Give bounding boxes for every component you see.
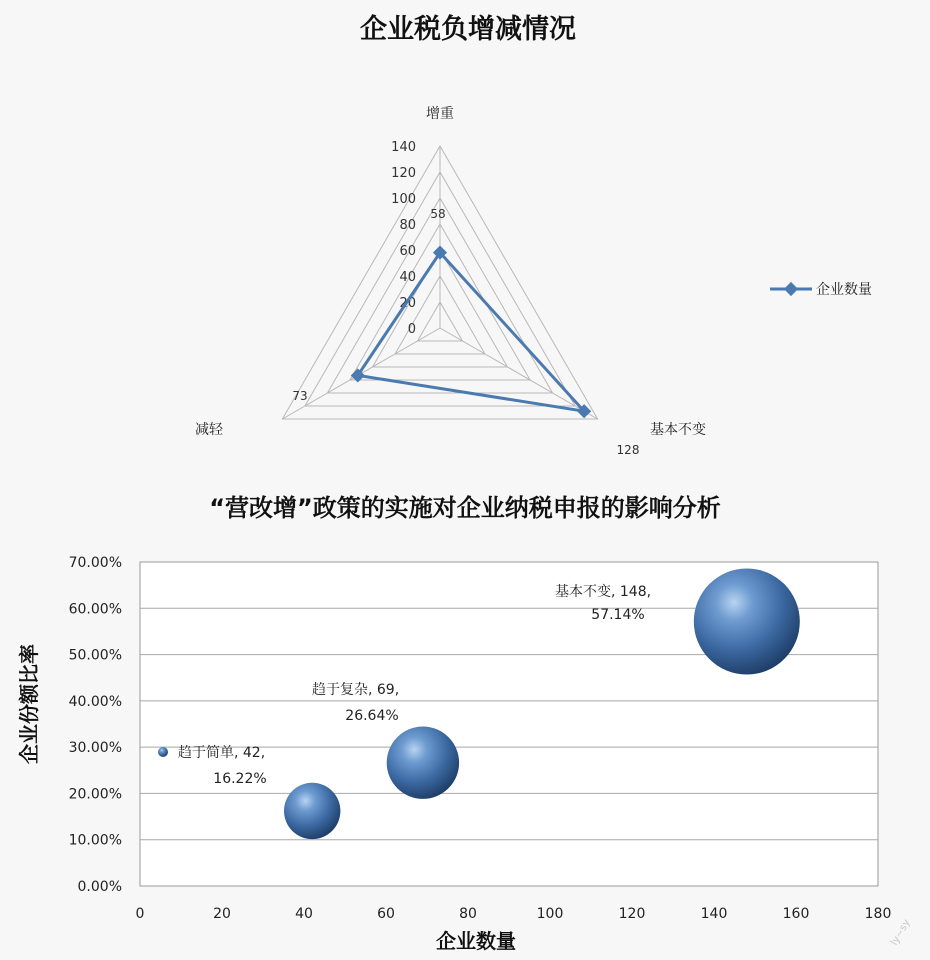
radar-tick-label: 120 [391,166,416,181]
y-tick-label: 10.00% [68,832,122,849]
radar-tick-label: 100 [391,192,416,207]
y-tick-label: 0.00% [77,879,122,895]
x-tick-label: 60 [377,906,395,922]
radar-axis-label-jibenbubian: 基本不变 [650,422,706,438]
bubble-chart [17,494,891,953]
x-tick-label: 140 [700,906,728,922]
x-tick-label: 120 [618,906,646,922]
bubble-label-jiandan-line1: 趋于简单, 42, [178,745,266,761]
radar-grid [282,146,597,419]
label-marker-icon [158,747,168,757]
radar-series-qiyeshuliang [351,246,591,419]
radar-legend [770,281,872,298]
legend-label: 企业数量 [816,282,872,298]
radar-axis-label-jianqing: 减轻 [195,422,223,438]
radar-tick-label: 0 [407,322,416,337]
x-tick-labels [136,906,892,922]
bubble-marker [694,569,800,675]
y-tick-label: 70.00% [68,555,122,571]
radar-axis-label-zengzhong: 增重 [426,106,454,122]
radar-tick-label: 20 [399,296,416,311]
bubble-marker [284,783,340,839]
x-tick-label: 0 [135,906,145,922]
x-tick-label: 20 [213,906,231,922]
y-tick-label: 40.00% [68,693,122,710]
radar-spoke [440,328,598,419]
watermark: ly~sy [889,917,913,948]
bubble-title: “营改增”政策的实施对企业纳税申报的影响分析 [209,494,721,522]
radar-tick-label: 140 [391,140,416,155]
y-tick-labels [69,555,122,895]
radar-tick-label: 60 [399,244,416,259]
radar-data-label-zengzhong: 58 [430,207,446,221]
x-tick-label: 100 [536,906,564,922]
bubble-label-fuza-line2: 26.64% [345,708,399,724]
x-tick-label: 80 [459,906,477,922]
x-tick-label: 40 [295,906,313,922]
x-tick-label: 160 [782,906,810,922]
bubble-marker [387,726,459,798]
y-tick-label: 60.00% [68,601,122,618]
radar-series-line [358,253,584,412]
radar-tick-label: 80 [399,218,416,233]
bubble-label-jiandan-line2: 16.22% [213,771,267,787]
y-tick-label: 50.00% [68,647,122,664]
bubble-label-bubian-line2: 57.14% [591,607,645,623]
y-tick-label: 20.00% [68,786,122,803]
x-tick-label: 180 [864,906,892,922]
radar-data-label-jianqing: 73 [292,389,308,403]
radar-chart [195,13,872,457]
x-axis-label: 企业数量 [436,929,516,953]
y-tick-label: 30.00% [68,740,122,757]
y-axis-label: 企业份额比率 [17,644,41,764]
legend-marker-icon [784,282,798,296]
radar-data-label-jibenbubian: 128 [616,443,640,457]
radar-tick-label: 40 [399,270,416,285]
bubble-label-fuza-line1: 趋于复杂, 69, [312,682,400,698]
radar-title: 企业税负增减情况 [360,14,576,45]
bubble-label-bubian-line1: 基本不变, 148, [555,584,652,600]
